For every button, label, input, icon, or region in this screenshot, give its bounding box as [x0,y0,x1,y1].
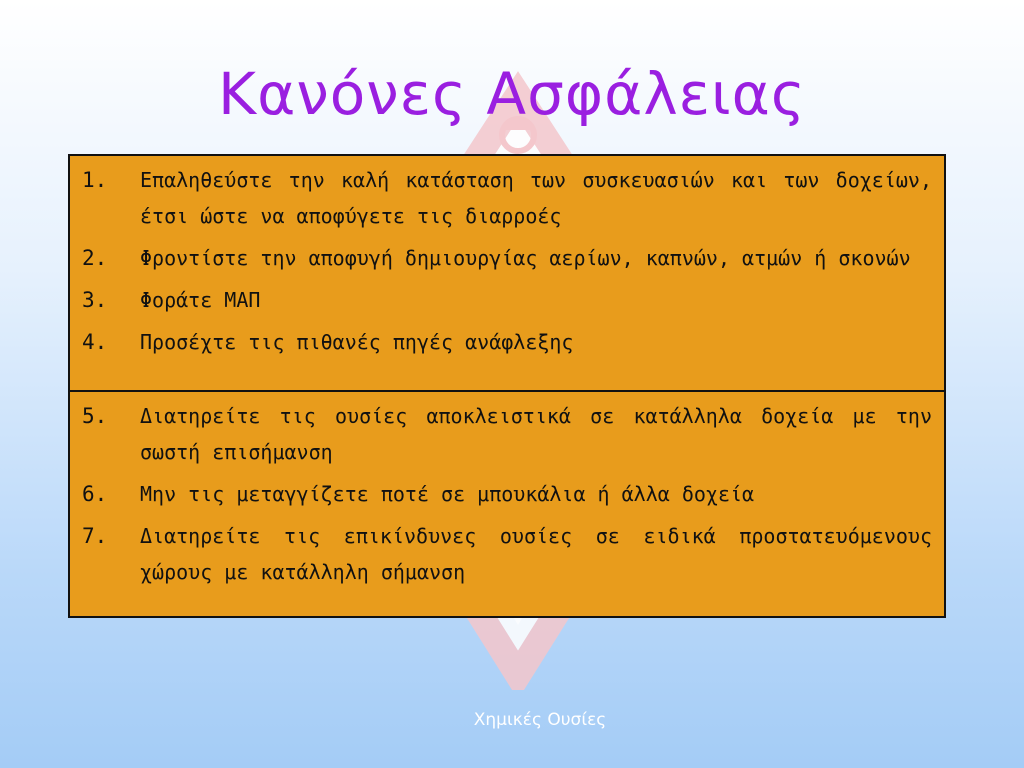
rule-text: Διατηρείτε τις ουσίες αποκλειστικά σε κατάλληλα δοχεία με την σωστή επισήμανση [140,404,932,464]
rule-text: Φροντίστε την αποφυγή δημιουργίας αερίων, καπνών, ατμών ή σκονών [140,246,911,270]
rule-item [82,282,932,318]
rule-text: Διατηρείτε τις επικίνδυνες ουσίες σε ειδικά προστατευόμενους χώρους με κατάλληλη σήμανση [140,524,932,584]
rule-item [82,476,932,512]
rule-number: 7. [82,524,108,548]
rule-text: Επαληθεύστε την καλή κατάσταση των συσκευασιών και των δοχείων, έτσι ώστε να αποφύγετε τις διαρροές [140,168,932,228]
footer-label: Χημικές Ουσίες [473,710,607,730]
rule-number: 1. [82,168,108,192]
rule-number: 4. [82,330,108,354]
rules-section-two [70,392,944,618]
rule-text: Φοράτε ΜΑΠ [140,288,261,312]
rule-item [82,398,932,470]
rule-item [82,162,932,234]
rules-section-one [70,156,944,390]
slide-title: Κανόνες Ασφάλειας [218,60,806,128]
rule-number: 2. [82,246,108,270]
rule-item [82,324,932,360]
rule-number: 6. [82,482,108,506]
rule-text: Προσέχτε τις πιθανές πηγές ανάφλεξης [140,330,574,354]
rule-item [82,240,932,276]
safety-rules-box [68,154,946,618]
rule-item [82,518,932,590]
rule-number: 5. [82,404,108,428]
rule-number: 3. [82,288,108,312]
rule-text: Μην τις μεταγγίζετε ποτέ σε μπουκάλια ή άλλα δοχεία [140,482,755,506]
